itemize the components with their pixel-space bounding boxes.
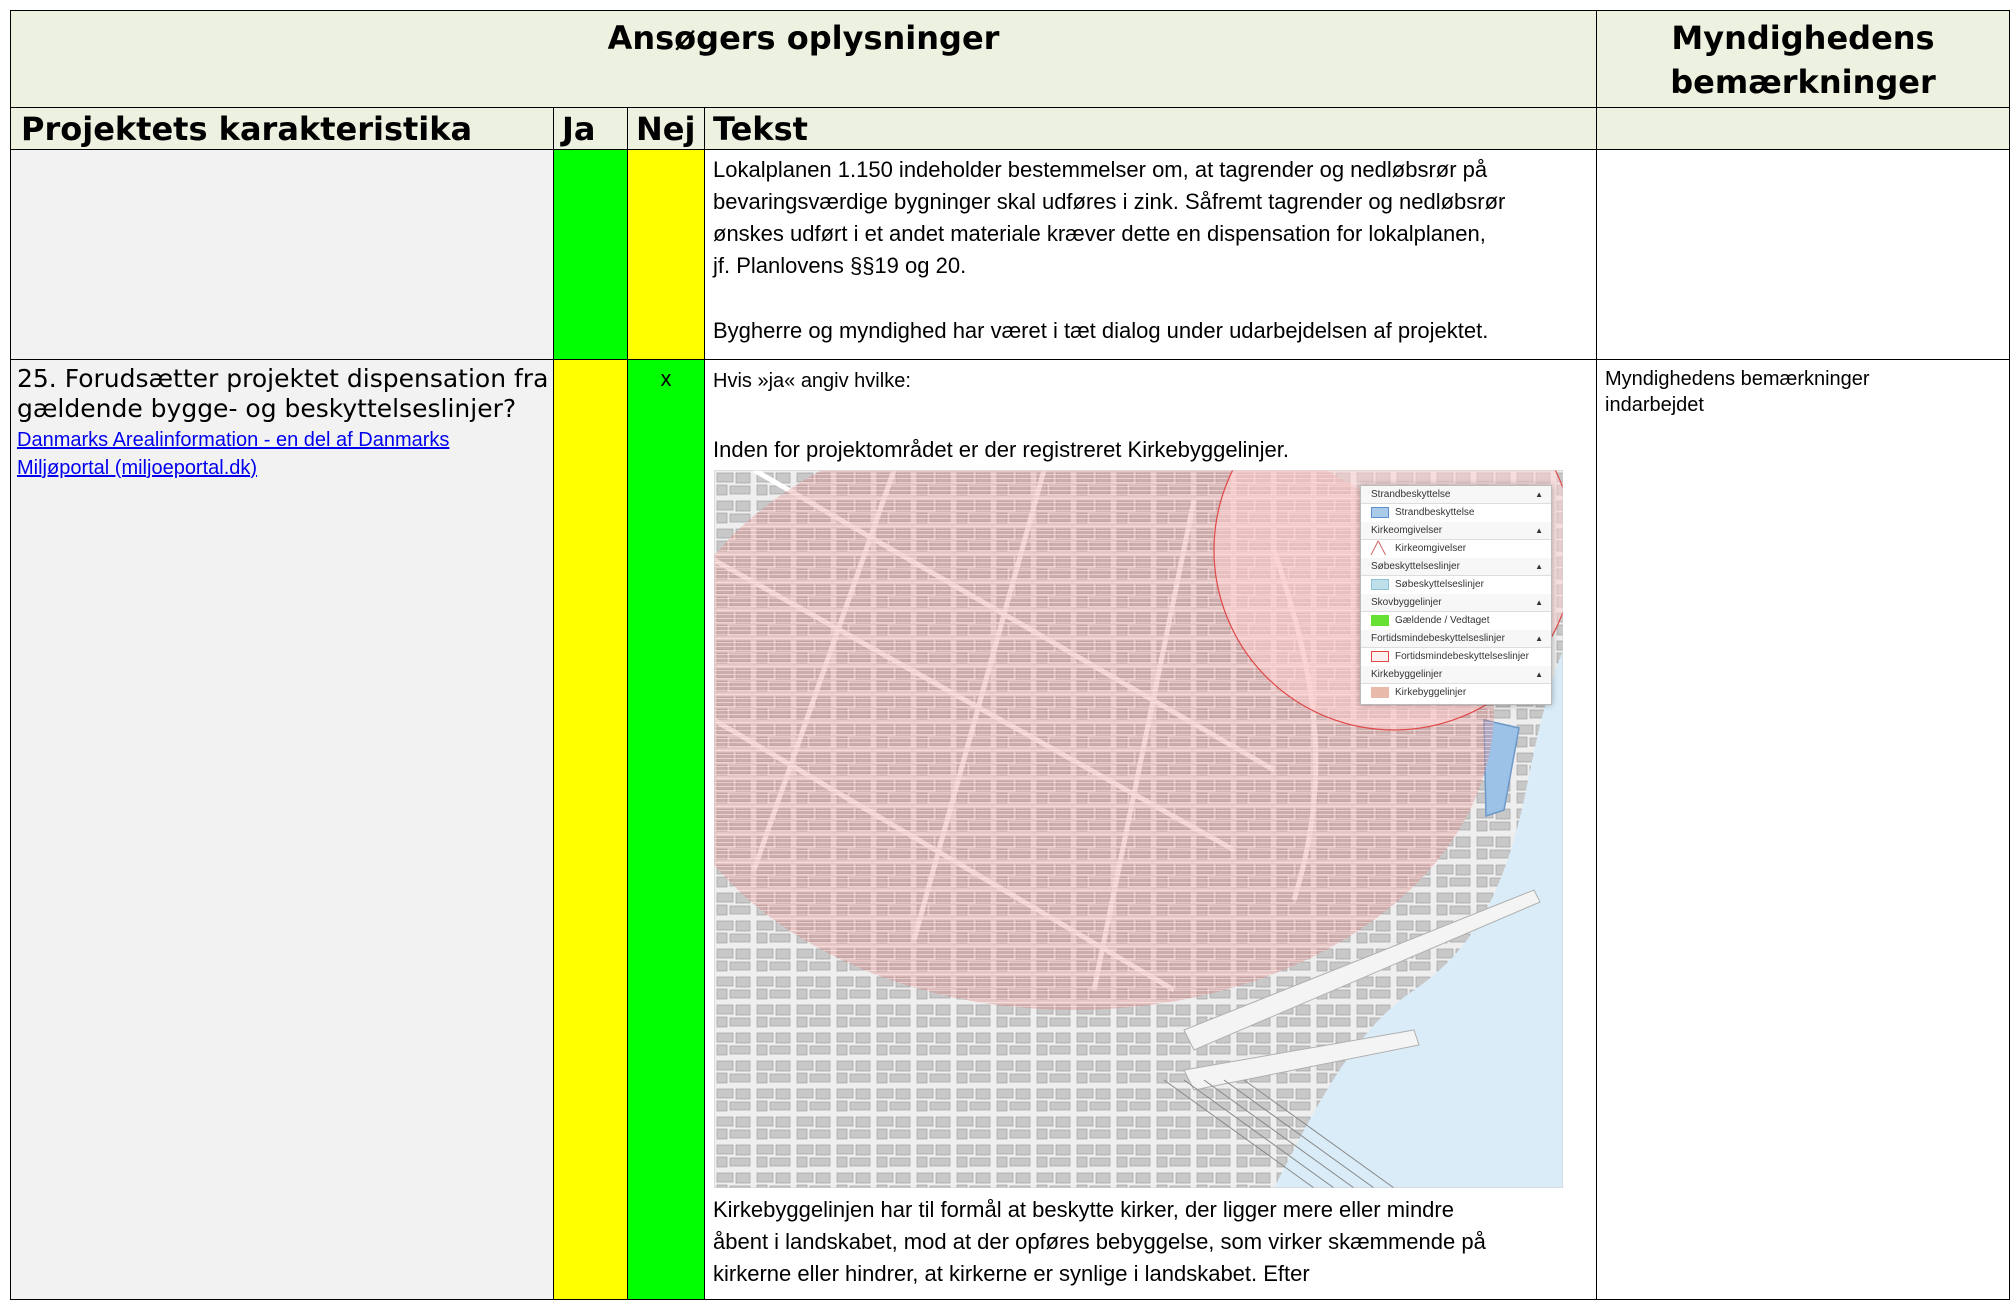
- applicant-title: Ansøgers oplysninger: [607, 19, 1000, 57]
- row25-characteristics: [10, 359, 554, 1300]
- col-header-text-label: Tekst: [713, 110, 808, 148]
- caret-up-icon[interactable]: ▲: [1535, 562, 1543, 571]
- prev-row-authority-cell: [1596, 149, 2010, 360]
- legend-group-strandbeskyttelse[interactable]: [1361, 486, 1551, 504]
- row25-no-cell[interactable]: [627, 359, 705, 1300]
- legend-item-label: Gældende / Vedtaget: [1395, 615, 1490, 626]
- row25-authority-remark-line2: indarbejdet: [1605, 394, 1704, 416]
- legend-item-label: Strandbeskyttelse: [1395, 507, 1475, 518]
- caret-up-icon[interactable]: ▲: [1535, 634, 1543, 643]
- row25-authority-remark-line1: Myndighedens bemærkninger: [1605, 368, 1870, 390]
- legend-group-skovbyggelinjer[interactable]: [1361, 594, 1551, 612]
- legend-group-soebeskyttelseslinjer[interactable]: [1361, 558, 1551, 576]
- row25-after-map-line1: Kirkebyggelinjen har til formål at beskytte kirker, der ligger mere eller mindre: [713, 1197, 1454, 1222]
- legend-group-label: Skovbyggelinjer: [1371, 597, 1442, 608]
- authority-title-line2: bemærkninger: [1670, 63, 1936, 101]
- authority-header: [1596, 10, 2010, 108]
- authority-title-line1: Myndighedens: [1671, 19, 1935, 57]
- legend-group-label: Kirkeomgivelser: [1371, 525, 1443, 536]
- col-header-text: [704, 107, 1597, 150]
- legend-group-label: Fortidsmindebeskyttelseslinjer: [1371, 633, 1505, 644]
- prev-para2: Bygherre og myndighed har været i tæt dialog under udarbejdelsen af projektet.: [713, 318, 1489, 343]
- prev-para1-line1: Lokalplanen 1.150 indeholder bestemmelser om, at tagrender og nedløbsrør på: [713, 157, 1488, 182]
- col-header-no: [627, 107, 705, 150]
- legend-group-kirkebyggelinjer[interactable]: [1361, 666, 1551, 684]
- caret-up-icon[interactable]: ▲: [1535, 670, 1543, 679]
- map-legend: [1360, 485, 1552, 705]
- row25-no-mark: x: [660, 366, 672, 391]
- col-header-characteristics-label: Projektets karakteristika: [21, 110, 473, 148]
- col-header-no-label: Nej: [636, 110, 696, 148]
- miljoeportal-link-line2[interactable]: Miljøportal (miljoeportal.dk): [17, 457, 258, 479]
- legend-group-label: Strandbeskyttelse: [1371, 489, 1451, 500]
- caret-up-icon[interactable]: ▲: [1535, 598, 1543, 607]
- caret-up-icon[interactable]: ▲: [1535, 526, 1543, 535]
- row25-authority-cell: [1596, 359, 2010, 1300]
- swatch-icon: [1371, 507, 1389, 518]
- legend-item-skovbyggelinjer: [1361, 612, 1551, 630]
- legend-item-kirkeomgivelser: [1361, 540, 1551, 558]
- miljoeportal-link-line1[interactable]: Danmarks Arealinformation - en del af Danmarks: [17, 429, 450, 451]
- swatch-icon: [1371, 651, 1389, 662]
- legend-item-soebeskyttelseslinjer: [1361, 576, 1551, 594]
- legend-item-label: Fortidsmindebeskyttelseslinjer: [1395, 651, 1529, 662]
- row25-after-map-line3: kirkerne eller hindrer, at kirkerne er synlige i landskabet. Efter: [713, 1261, 1310, 1286]
- col-header-yes: [553, 107, 628, 150]
- col-header-characteristics: [10, 107, 554, 150]
- prev-row-yes-cell: [553, 149, 628, 360]
- row25-question-line2: gældende bygge- og beskyttelseslinjer?: [17, 394, 517, 423]
- legend-group-label: Kirkebyggelinjer: [1371, 669, 1443, 680]
- col-header-yes-label: Ja: [562, 110, 596, 148]
- legend-item-label: Kirkebyggelinjer: [1395, 687, 1467, 698]
- prev-para1-line4: jf. Planlovens §§19 og 20.: [713, 253, 967, 278]
- prev-para1-line2: bevaringsværdige bygninger skal udføres i zink. Såfremt tagrender og nedløbsrør: [713, 189, 1506, 214]
- prev-row-text-cell: [704, 149, 1597, 360]
- swatch-icon: [1371, 579, 1389, 590]
- row25-text-intro: Hvis »ja« angiv hvilke:: [713, 370, 911, 392]
- prev-row-no-cell: [627, 149, 705, 360]
- legend-group-label: Søbeskyttelseslinjer: [1371, 561, 1460, 572]
- legend-item-kirkebyggelinjer: [1361, 684, 1551, 702]
- prev-para1-line3: ønskes udført i et andet materiale kræver dette en dispensation for lokalplanen,: [713, 221, 1486, 246]
- row25-yes-cell[interactable]: [553, 359, 628, 1300]
- line-swatch-icon: ╱╲: [1371, 540, 1386, 555]
- legend-item-label: Søbeskyttelseslinjer: [1395, 579, 1484, 590]
- legend-group-kirkeomgivelser[interactable]: [1361, 522, 1551, 540]
- swatch-icon: [1371, 615, 1389, 626]
- row25-question-line1: 25. Forudsætter projektet dispensation fra: [17, 364, 549, 393]
- legend-item-label: Kirkeomgivelser: [1395, 543, 1467, 554]
- applicant-header: [10, 10, 1597, 108]
- legend-group-fortidsminde[interactable]: [1361, 630, 1551, 648]
- legend-item-fortidsminde: [1361, 648, 1551, 666]
- row25-text-area: Inden for projektområdet er der registreret Kirkebyggelinjer.: [713, 437, 1289, 462]
- swatch-icon: [1371, 687, 1389, 698]
- prev-row-characteristics: [10, 149, 554, 360]
- legend-item-strandbeskyttelse: [1361, 504, 1551, 522]
- row25-after-map-line2: åbent i landskabet, mod at der opføres bebyggelse, som virker skæmmende på: [713, 1229, 1486, 1254]
- col-header-authority: [1596, 107, 2010, 150]
- caret-up-icon[interactable]: ▲: [1535, 490, 1543, 499]
